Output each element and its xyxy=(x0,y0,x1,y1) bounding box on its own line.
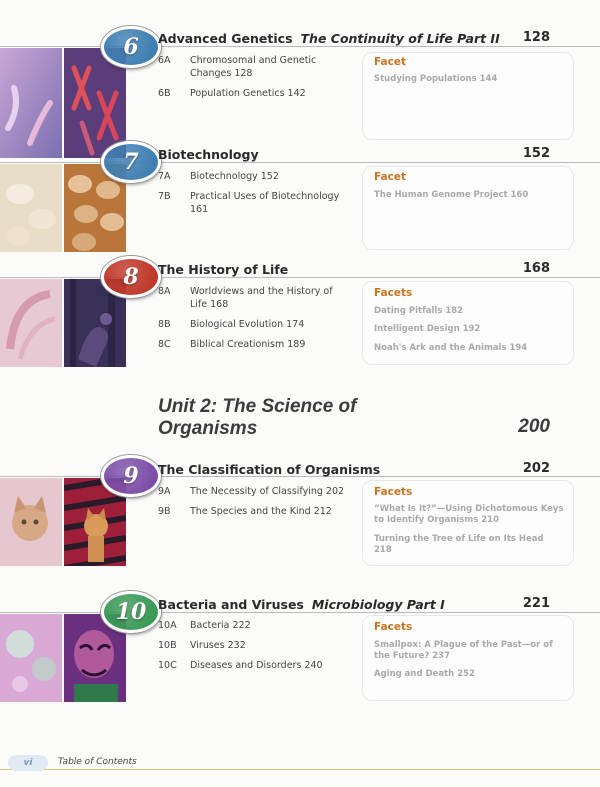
facet-item[interactable]: The Human Genome Project 160 xyxy=(374,190,529,200)
facet-heading: Facets xyxy=(374,287,413,299)
page-number-badge: vi xyxy=(8,755,48,771)
chapter-number-badge: 10 xyxy=(101,591,161,633)
footer-title: Table of Contents xyxy=(58,757,137,767)
chapter-page-number: 202 xyxy=(522,461,550,476)
facet-item[interactable]: Intelligent Design 192 xyxy=(374,324,481,334)
facet-item[interactable]: Smallpox: A Plague of the Past—or of the Future? 237 xyxy=(374,640,553,661)
chromosome-photo xyxy=(0,48,62,158)
chapter-divider xyxy=(0,162,600,163)
chapter-title[interactable]: The History of Life xyxy=(158,262,289,277)
cat-photo-faded xyxy=(0,478,62,566)
chapter-page-number: 128 xyxy=(522,30,550,45)
facet-heading: Facets xyxy=(374,621,413,633)
microbe-photo-faded xyxy=(0,614,62,702)
facet-item[interactable]: Turning the Tree of Life on Its Head 218 xyxy=(374,534,544,555)
chapter-title[interactable]: The Classification of Organisms xyxy=(158,462,381,477)
sheep-photo-faded xyxy=(0,164,62,252)
chapter-number-badge: 9 xyxy=(101,455,161,497)
facet-heading: Facet xyxy=(374,171,407,183)
facet-heading: Facet xyxy=(374,56,407,68)
unit-page-number: 200 xyxy=(518,416,550,437)
chapter-number-badge: 7 xyxy=(101,141,161,183)
chapter-title[interactable]: Biotechnology xyxy=(158,147,259,162)
fossil-photo-faded xyxy=(0,279,62,367)
chapter-title[interactable]: Advanced Genetics The Continuity of Life Part II xyxy=(158,31,500,46)
unit-title[interactable]: Unit 2: The Science of Organisms xyxy=(158,396,357,439)
chapter-divider xyxy=(0,46,600,47)
facet-item[interactable]: Studying Populations 144 xyxy=(374,74,498,84)
chapter-page-number: 152 xyxy=(522,146,550,161)
chapter-page-number: 168 xyxy=(522,261,550,276)
chapter-title[interactable]: Bacteria and Viruses Microbiology Part I xyxy=(158,597,445,612)
chapter-number-badge: 8 xyxy=(101,256,161,298)
chapter-divider xyxy=(0,612,600,613)
facet-item[interactable]: Noah's Ark and the Animals 194 xyxy=(374,343,528,353)
footer-rule xyxy=(0,769,600,770)
chapter-number-badge: 6 xyxy=(101,26,161,68)
chapter-page-number: 221 xyxy=(522,596,550,611)
facet-item[interactable]: Dating Pitfalls 182 xyxy=(374,306,464,316)
chapter-divider xyxy=(0,277,600,278)
facet-item[interactable]: “What Is It?”—Using Dichotomous Keys to Identify Organisms 210 xyxy=(374,504,564,525)
facet-item[interactable]: Aging and Death 252 xyxy=(374,669,475,679)
facet-heading: Facets xyxy=(374,486,413,498)
